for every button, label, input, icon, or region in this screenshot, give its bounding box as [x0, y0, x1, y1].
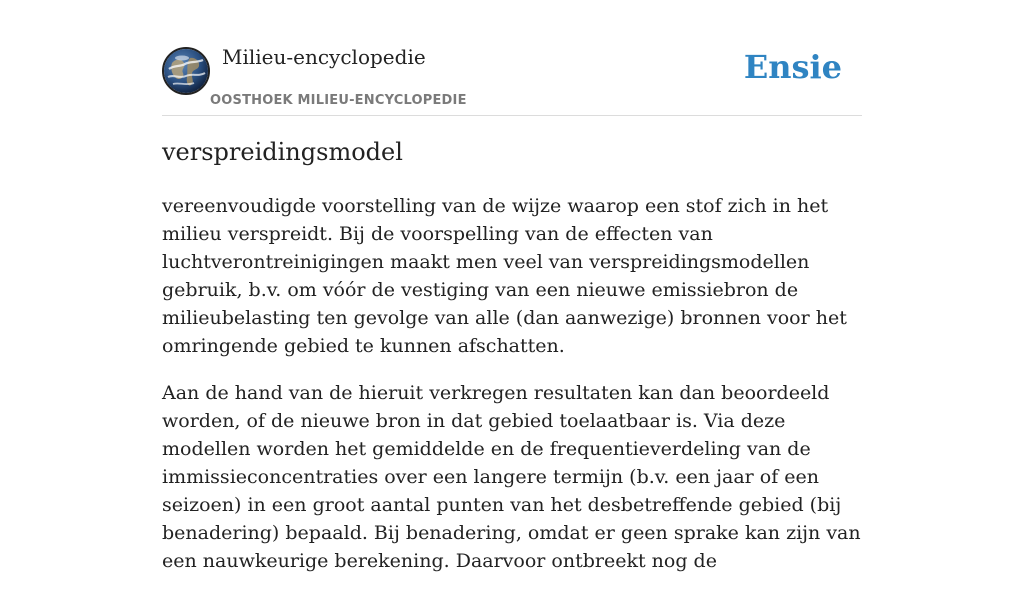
earth-avatar[interactable]	[162, 47, 210, 95]
article-body	[162, 192, 862, 594]
article-title: verspreidingsmodel	[162, 138, 403, 166]
article-paragraph: Aan de hand van de hieruit verkregen resultaten kan dan beoordeeld worden, of de nieuwe bron in dat gebied toelaatbaar is. Via deze modellen worden het gemiddelde en de frequentieverdeling van de immissieconcentraties over een langere termijn (b.v. een jaar of een seizoen) in een groot aantal punten van het desbetreffende gebied (bij benadering) bepaald. Bij benadering, omdat er geen sprake kan zijn van een nauwkeurige berekening. Daarvoor ontbreekt nog de	[162, 382, 861, 572]
article-paragraph: vereenvoudigde voorstelling van de wijze waarop een stof zich in het milieu verspreidt. Bij de voorspelling van de effecten van luchtverontreinigingen maakt men veel van verspreidingsmodellen gebruik, b.v. om vóór de vestiging van een nieuwe emissiebron de milieubelasting ten gevolge van alle (dan aanwezige) bronnen voor het omringende gebied te kunnen afschatten.	[162, 195, 847, 357]
site-header	[162, 0, 862, 116]
earth-globe-icon	[164, 49, 208, 93]
site-subtitle: OOSTHOEK MILIEU-ENCYCLOPEDIE	[210, 93, 467, 108]
site-name[interactable]: Milieu-encyclopedie	[222, 45, 426, 69]
ensie-logo[interactable]: Ensie	[743, 48, 842, 86]
